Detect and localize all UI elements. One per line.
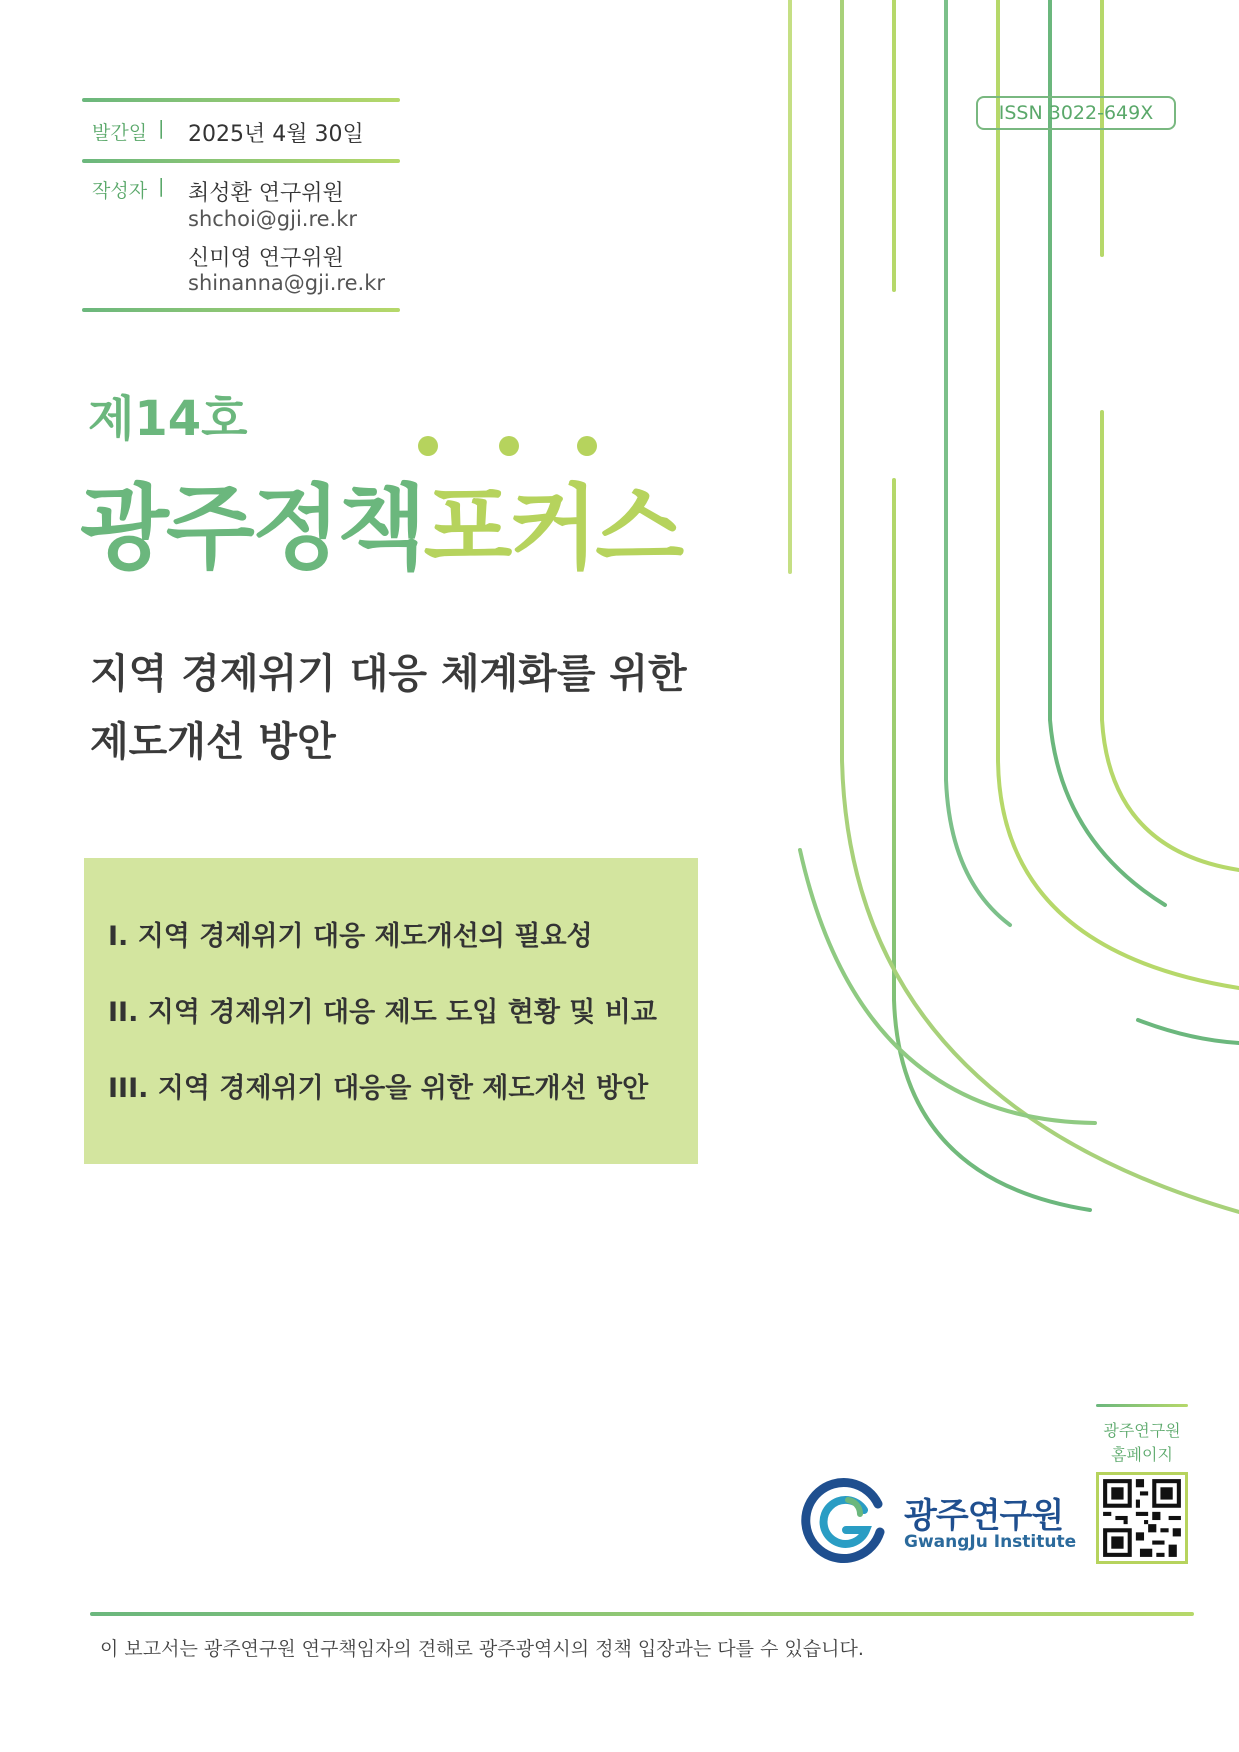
author-email-1[interactable]: shchoi@gji.re.kr [188, 207, 358, 231]
toc-item-2[interactable]: II. 지역 경제위기 대응 제도 도입 현황 및 비교 [108, 997, 657, 1028]
qr-top-rule [1096, 1404, 1188, 1407]
series-title [80, 455, 681, 587]
qr-label-line2: 홈페이지 [1111, 1445, 1173, 1464]
table-of-contents [84, 858, 698, 1164]
author-email-2[interactable]: shinanna@gji.re.kr [188, 271, 385, 295]
footer-rule [90, 1612, 1194, 1616]
meta-middle-rule [82, 159, 400, 163]
issn-badge: ISSN 3022-649X [976, 96, 1176, 130]
qr-label-line1: 광주연구원 [1103, 1421, 1181, 1440]
author-name-2: 신미영 연구위원 [188, 246, 344, 271]
series-title-part1: 광주정책 [80, 475, 424, 582]
gwangju-institute-logo-icon [798, 1474, 892, 1566]
brand-dot [577, 436, 597, 456]
pub-date: 2025년 4월 30일 [188, 122, 364, 147]
author-label: 작성자 [92, 180, 148, 202]
report-title-line1: 지역 경제위기 대응 체계화를 위한 [90, 651, 687, 697]
toc-item-3[interactable]: III. 지역 경제위기 대응을 위한 제도개선 방안 [108, 1073, 649, 1104]
qr-code-icon[interactable] [1096, 1472, 1188, 1564]
institute-name-english: GwangJu Institute [904, 1532, 1077, 1552]
brand-dot [499, 436, 519, 456]
meta-top-rule [82, 98, 400, 102]
institute-name-korean: 광주연구원 [904, 1496, 1064, 1536]
toc-item-1[interactable]: I. 지역 경제위기 대응 제도개선의 필요성 [108, 921, 593, 952]
series-title-part2: 포커스 [423, 475, 682, 582]
disclaimer-text: 이 보고서는 광주연구원 연구책임자의 견해로 광주광역시의 정책 입장과는 다를 수 있습니다. [100, 1638, 864, 1660]
meta-bottom-rule [82, 308, 400, 312]
author-separator: | [158, 175, 165, 197]
pub-date-separator: | [158, 117, 165, 139]
brand-dot [418, 436, 438, 456]
issue-number: 제14호 [88, 391, 248, 447]
report-title-line2: 제도개선 방안 [90, 719, 336, 765]
author-name-1: 최성환 연구위원 [188, 181, 344, 206]
pub-date-label: 발간일 [92, 122, 148, 144]
